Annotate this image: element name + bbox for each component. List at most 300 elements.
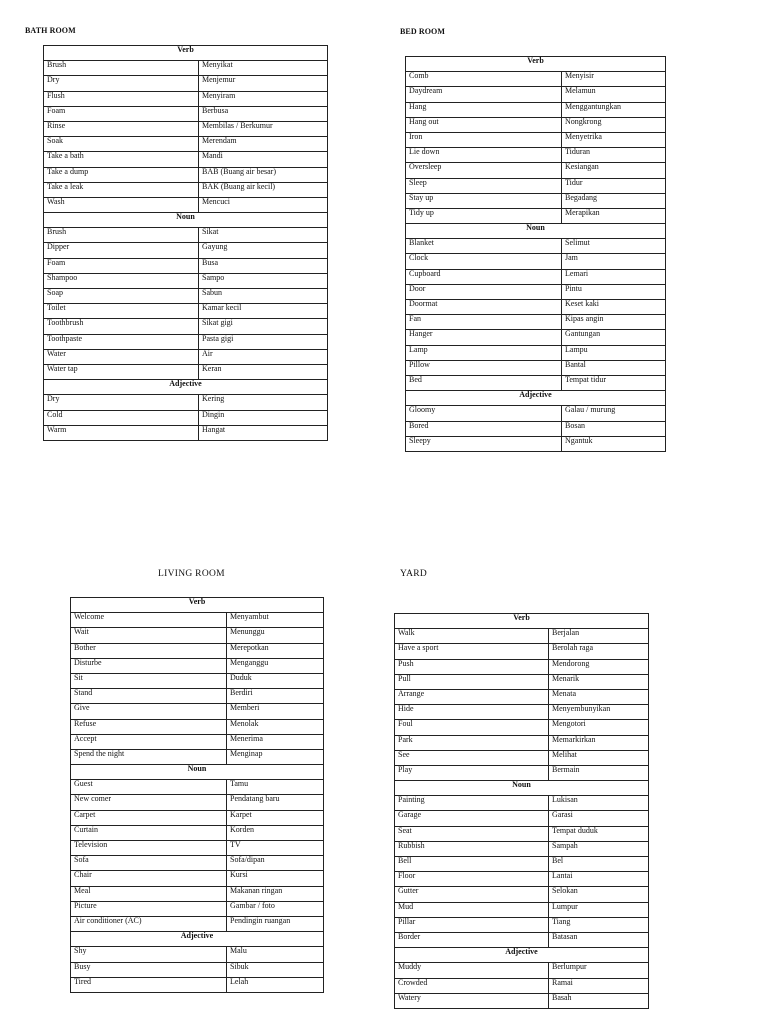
indonesian-term: TV [227,841,324,856]
indonesian-term: Memberi [227,704,324,719]
table-row [71,841,324,856]
english-term: Play [395,765,549,780]
indonesian-term: Gantungan [562,330,666,345]
table-row [406,345,666,360]
table-row [71,673,324,688]
english-term: Sleepy [406,436,562,451]
indonesian-term: Menyisir [562,72,666,87]
indonesian-term: Bosan [562,421,666,436]
bath-room-vocab-table [43,45,328,441]
english-term: Warm [44,425,199,440]
english-term: Sleep [406,178,562,193]
indonesian-term: Bantal [562,360,666,375]
indonesian-term: Menyambut [227,613,324,628]
yard-vocab-table [394,613,649,1009]
section-title: LIVING ROOM [158,569,225,579]
indonesian-term: Gambar / foto [227,901,324,916]
table-row [395,887,649,902]
table-row [44,76,328,91]
english-term: Gloomy [406,406,562,421]
english-term: Muddy [395,963,549,978]
indonesian-term: Gayung [199,243,328,258]
english-term: Brush [44,61,199,76]
indonesian-term: Mengotori [549,720,649,735]
table-row [44,167,328,182]
english-term: Toothbrush [44,319,199,334]
english-term: Sofa [71,856,227,871]
english-term: Doormat [406,300,562,315]
indonesian-term: Menyiram [199,91,328,106]
english-term: Walk [395,629,549,644]
table-row [395,720,649,735]
table-row [395,902,649,917]
english-term: Foul [395,720,549,735]
indonesian-term: Menunggu [227,628,324,643]
indonesian-term: Mendorong [549,659,649,674]
indonesian-term: Berolah raga [549,644,649,659]
indonesian-term: Merapikan [562,208,666,223]
table-row [406,375,666,390]
table-row [71,719,324,734]
indonesian-term: Lumpur [549,902,649,917]
english-term: Disturbe [71,658,227,673]
english-term: Take a leak [44,182,199,197]
indonesian-term: Tempat tidur [562,375,666,390]
english-term: Refuse [71,719,227,734]
english-term: Curtain [71,825,227,840]
indonesian-term: Tiduran [562,148,666,163]
table-row [71,886,324,901]
english-term: Sit [71,673,227,688]
english-term: Bed [406,375,562,390]
indonesian-term: Mandi [199,152,328,167]
indonesian-term: Lelah [227,977,324,992]
english-term: Push [395,659,549,674]
table-row [71,856,324,871]
indonesian-term: Selimut [562,239,666,254]
indonesian-term: Sikat [199,228,328,243]
indonesian-term: Menarik [549,674,649,689]
table-row [395,963,649,978]
table-row [406,72,666,87]
indonesian-term: Malu [227,947,324,962]
english-term: Crowded [395,978,549,993]
table-row [71,780,324,795]
english-term: Pillow [406,360,562,375]
english-term: Shampoo [44,273,199,288]
english-term: Tidy up [406,208,562,223]
section-title: YARD [400,569,428,579]
table-row [395,826,649,841]
english-term: Spend the night [71,749,227,764]
indonesian-term: Garasi [549,811,649,826]
english-term: Garage [395,811,549,826]
english-term: Busy [71,962,227,977]
indonesian-term: Mencuci [199,197,328,212]
group-header: Adjective [71,932,324,947]
english-term: Pillar [395,917,549,932]
indonesian-term: Menjemur [199,76,328,91]
table-row [395,993,649,1008]
english-term: Water [44,349,199,364]
english-term: Carpet [71,810,227,825]
indonesian-term: Jam [562,254,666,269]
indonesian-term: Galau / murung [562,406,666,421]
indonesian-term: Menata [549,689,649,704]
english-term: Bother [71,643,227,658]
english-term: Border [395,932,549,947]
group-header: Noun [44,213,328,228]
english-term: Comb [406,72,562,87]
english-term: Meal [71,886,227,901]
english-term: Hanger [406,330,562,345]
english-term: Cold [44,410,199,425]
table-row [406,300,666,315]
group-header: Verb [71,598,324,613]
group-header: Adjective [395,948,649,963]
indonesian-term: Kamar kecil [199,304,328,319]
table-row [406,360,666,375]
indonesian-term: Melihat [549,750,649,765]
section-title: BED ROOM [400,27,446,36]
indonesian-term: Berdiri [227,689,324,704]
indonesian-term: Bermain [549,765,649,780]
table-row [44,364,328,379]
table-row [44,304,328,319]
table-row [71,643,324,658]
group-header-row [395,948,649,963]
indonesian-term: Lukisan [549,796,649,811]
table-row [71,871,324,886]
table-row [406,102,666,117]
indonesian-term: Bel [549,857,649,872]
table-row [71,825,324,840]
table-row [71,947,324,962]
english-term: Cupboard [406,269,562,284]
english-term: Oversleep [406,163,562,178]
indonesian-term: Kering [199,395,328,410]
group-header: Noun [71,765,324,780]
indonesian-term: Menginap [227,749,324,764]
indonesian-term: Tamu [227,780,324,795]
table-row [71,795,324,810]
indonesian-term: Sampah [549,841,649,856]
english-term: Rubbish [395,841,549,856]
group-header-row [71,932,324,947]
table-row [406,132,666,147]
indonesian-term: Sabun [199,289,328,304]
indonesian-term: Menerima [227,734,324,749]
group-header-row [406,391,666,406]
table-row [44,319,328,334]
english-term: Toilet [44,304,199,319]
indonesian-term: Sampo [199,273,328,288]
table-row [406,315,666,330]
indonesian-term: Pasta gigi [199,334,328,349]
english-term: Iron [406,132,562,147]
english-term: Mud [395,902,549,917]
table-row [406,269,666,284]
english-term: Foam [44,106,199,121]
table-row [71,613,324,628]
english-term: Picture [71,901,227,916]
english-term: Door [406,284,562,299]
group-header-row [44,213,328,228]
group-header: Noun [395,781,649,796]
table-row [395,705,649,720]
indonesian-term: Merendam [199,137,328,152]
indonesian-term: Keset kaki [562,300,666,315]
table-row [71,810,324,825]
table-row [44,137,328,152]
indonesian-term: Pendingin ruangan [227,916,324,931]
indonesian-term: Sibuk [227,962,324,977]
table-row [406,284,666,299]
table-row [395,917,649,932]
indonesian-term: Berbusa [199,106,328,121]
indonesian-term: Nongkrong [562,117,666,132]
table-row [395,659,649,674]
english-term: Dipper [44,243,199,258]
indonesian-term: Korden [227,825,324,840]
english-term: Accept [71,734,227,749]
english-term: Dry [44,76,199,91]
table-row [406,178,666,193]
table-row [71,962,324,977]
english-term: See [395,750,549,765]
table-row [71,901,324,916]
english-term: Daydream [406,87,562,102]
indonesian-term: Berlumpur [549,963,649,978]
table-row [406,254,666,269]
english-term: Wash [44,197,199,212]
indonesian-term: Pendatang baru [227,795,324,810]
table-row [71,658,324,673]
indonesian-term: Menggantungkan [562,102,666,117]
indonesian-term: Melamun [562,87,666,102]
indonesian-term: Sofa/dipan [227,856,324,871]
group-header: Adjective [44,380,328,395]
table-row [395,689,649,704]
table-row [395,629,649,644]
group-header-row [71,598,324,613]
table-row [44,349,328,364]
group-header-row [71,765,324,780]
group-header-row [406,224,666,239]
english-term: Guest [71,780,227,795]
table-row [406,87,666,102]
table-row [406,208,666,223]
english-term: Toothpaste [44,334,199,349]
indonesian-term: Tidur [562,178,666,193]
english-term: Lamp [406,345,562,360]
group-header: Adjective [406,391,666,406]
table-row [44,152,328,167]
table-row [406,148,666,163]
table-row [395,796,649,811]
indonesian-term: Menyikat [199,61,328,76]
indonesian-term: Merepotkan [227,643,324,658]
table-row [44,289,328,304]
indonesian-term: Sikat gigi [199,319,328,334]
english-term: Stand [71,689,227,704]
english-term: Fan [406,315,562,330]
indonesian-term: Batasan [549,932,649,947]
english-term: Hang [406,102,562,117]
table-row [395,765,649,780]
table-row [71,916,324,931]
english-term: Tired [71,977,227,992]
table-row [395,978,649,993]
indonesian-term: BAK (Buang air kecil) [199,182,328,197]
indonesian-term: Karpet [227,810,324,825]
table-row [406,406,666,421]
english-term: Take a dump [44,167,199,182]
indonesian-term: Ramai [549,978,649,993]
english-term: Soak [44,137,199,152]
indonesian-term: Lampu [562,345,666,360]
table-row [406,436,666,451]
table-row [44,121,328,136]
table-row [71,689,324,704]
indonesian-term: Pintu [562,284,666,299]
table-row [406,330,666,345]
table-row [395,872,649,887]
indonesian-term: Lemari [562,269,666,284]
english-term: Floor [395,872,549,887]
english-term: Flush [44,91,199,106]
indonesian-term: Membilas / Berkumur [199,121,328,136]
indonesian-term: Memarkirkan [549,735,649,750]
indonesian-term: BAB (Buang air besar) [199,167,328,182]
table-row [44,61,328,76]
english-term: Shy [71,947,227,962]
group-header-row [44,46,328,61]
table-row [44,106,328,121]
english-term: Air conditioner (AC) [71,916,227,931]
indonesian-term: Lantai [549,872,649,887]
english-term: Park [395,735,549,750]
table-row [44,197,328,212]
table-row [44,182,328,197]
table-row [395,932,649,947]
indonesian-term: Tiang [549,917,649,932]
table-row [406,421,666,436]
table-row [406,239,666,254]
indonesian-term: Berjalan [549,629,649,644]
english-term: Take a bath [44,152,199,167]
english-term: Seat [395,826,549,841]
english-term: Soap [44,289,199,304]
indonesian-term: Menyetrika [562,132,666,147]
table-row [395,841,649,856]
english-term: Dry [44,395,199,410]
english-term: Bored [406,421,562,436]
indonesian-term: Kesiangan [562,163,666,178]
english-term: Painting [395,796,549,811]
table-row [71,704,324,719]
english-term: Arrange [395,689,549,704]
table-row [71,749,324,764]
indonesian-term: Air [199,349,328,364]
indonesian-term: Ngantuk [562,436,666,451]
english-term: Brush [44,228,199,243]
table-row [406,163,666,178]
group-header-row [395,614,649,629]
indonesian-term: Keran [199,364,328,379]
english-term: New comer [71,795,227,810]
table-row [44,425,328,440]
indonesian-term: Menganggu [227,658,324,673]
table-row [44,258,328,273]
table-row [406,117,666,132]
english-term: Welcome [71,613,227,628]
indonesian-term: Hangat [199,425,328,440]
table-row [44,273,328,288]
group-header: Verb [44,46,328,61]
group-header-row [406,57,666,72]
english-term: Water tap [44,364,199,379]
english-term: Give [71,704,227,719]
group-header-row [44,380,328,395]
table-row [71,628,324,643]
table-row [395,857,649,872]
table-row [44,395,328,410]
table-row [71,977,324,992]
table-row [44,228,328,243]
indonesian-term: Menolak [227,719,324,734]
table-row [44,91,328,106]
english-term: Lie down [406,148,562,163]
indonesian-term: Kipas angin [562,315,666,330]
group-header: Verb [395,614,649,629]
indonesian-term: Begadang [562,193,666,208]
english-term: Watery [395,993,549,1008]
indonesian-term: Dingin [199,410,328,425]
table-row [44,334,328,349]
english-term: Hang out [406,117,562,132]
group-header: Noun [406,224,666,239]
bed-room-vocab-table [405,56,666,452]
english-term: Bell [395,857,549,872]
living-room-vocab-table [70,597,324,993]
indonesian-term: Makanan ringan [227,886,324,901]
indonesian-term: Selokan [549,887,649,902]
english-term: Wait [71,628,227,643]
indonesian-term: Tempat duduk [549,826,649,841]
group-header-row [395,781,649,796]
indonesian-term: Busa [199,258,328,273]
table-row [44,410,328,425]
indonesian-term: Duduk [227,673,324,688]
indonesian-term: Kursi [227,871,324,886]
english-term: Stay up [406,193,562,208]
table-row [44,243,328,258]
english-term: Have a sport [395,644,549,659]
english-term: Rinse [44,121,199,136]
table-row [71,734,324,749]
english-term: Hide [395,705,549,720]
english-term: Television [71,841,227,856]
table-row [395,750,649,765]
table-row [406,193,666,208]
indonesian-term: Menyembunyikan [549,705,649,720]
english-term: Gutter [395,887,549,902]
english-term: Pull [395,674,549,689]
table-row [395,735,649,750]
table-row [395,674,649,689]
group-header: Verb [406,57,666,72]
